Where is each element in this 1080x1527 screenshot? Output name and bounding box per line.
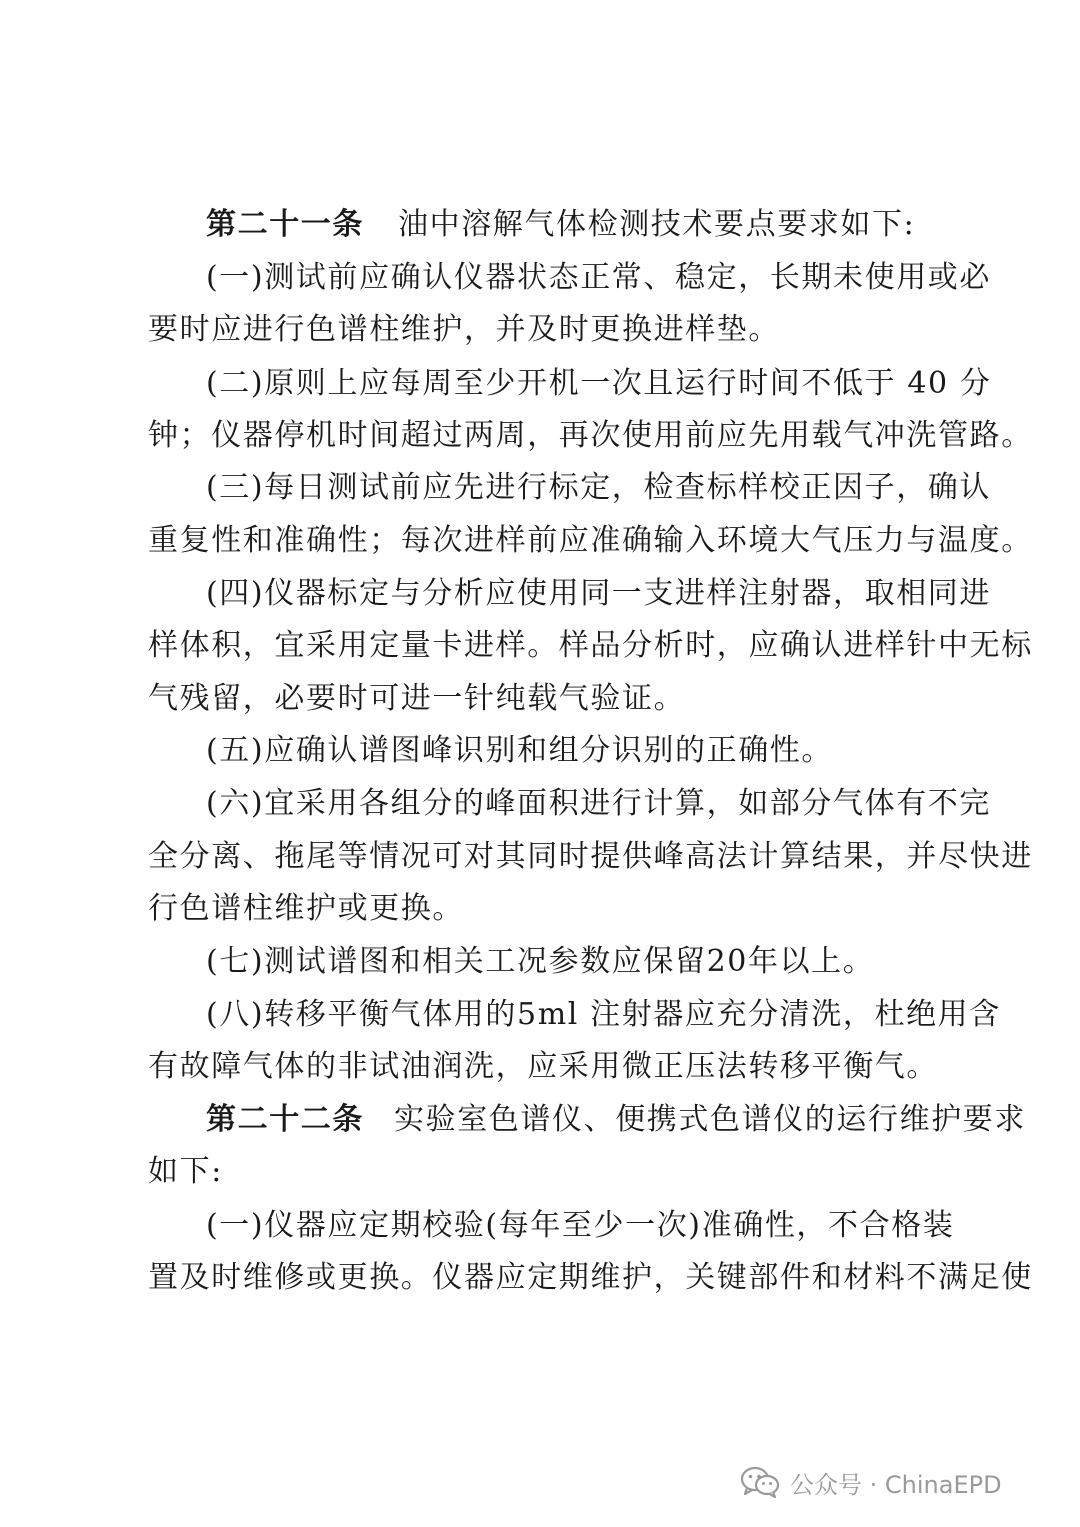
- paragraph-line: 钟；仪器停机时间超过两周，再次使用前应先用载气冲洗管路。: [148, 418, 1033, 453]
- paragraph-line: 重复性和准确性；每次进样前应准确输入环境大气压力与温度。: [148, 523, 1033, 558]
- paragraph-line: 全分离、拖尾等情况可对其同时提供峰高法计算结果，并尽快进: [148, 839, 1033, 874]
- paragraph-line: (七)测试谱图和相关工况参数应保留20年以上。: [206, 944, 875, 979]
- article-21-heading-line: [206, 205, 1006, 245]
- paragraph-line: (五)应确认谱图峰识别和组分识别的正确性。: [206, 733, 834, 768]
- article-21-number: 第二十一条: [206, 207, 364, 242]
- paragraph-line: (二)原则上应每周至少开机一次且运行时间不低于 40 分: [206, 366, 992, 401]
- paragraph-line: (三)每日测试前应先进行标定，检查标样校正因子，确认: [206, 470, 992, 505]
- paragraph-line: 行色谱柱维护或更换。: [148, 891, 464, 926]
- paragraph-line: 置及时维修或更换。仪器应定期维护，关键部件和材料不满足使: [148, 1260, 1033, 1295]
- paragraph-line: 如下:: [148, 1154, 223, 1189]
- paragraph-line: 要时应进行色谱柱维护，并及时更换进样垫。: [148, 312, 780, 347]
- paragraph-line: (一)仪器应定期校验(每年至少一次)准确性，不合格装: [206, 1208, 955, 1243]
- paragraph-line: 气残留，必要时可进一针纯载气验证。: [148, 681, 686, 716]
- paragraph-line: (四)仪器标定与分析应使用同一支进样注射器，取相同进: [206, 576, 992, 611]
- article-21-title: 油中溶解气体检测技术要点要求如下:: [398, 207, 916, 242]
- watermark: [740, 1462, 1002, 1502]
- article-22-number: 第二十二条: [206, 1102, 364, 1137]
- wechat-icon: [740, 1465, 780, 1499]
- paragraph-line: 有故障气体的非试油润洗，应采用微正压法转移平衡气。: [148, 1049, 938, 1084]
- paragraph-line: (八)转移平衡气体用的5ml 注射器应充分清洗，杜绝用含: [206, 997, 1001, 1032]
- paragraph-line: 样体积，宜采用定量卡进样。样品分析时，应确认进样针中无标: [148, 628, 1033, 663]
- article-22-heading-line: [206, 1100, 1026, 1140]
- article-22-title: 实验室色谱仪、便携式色谱仪的运行维护要求: [394, 1102, 1026, 1137]
- paragraph-line: (一)测试前应确认仪器状态正常、稳定，长期未使用或必: [206, 260, 992, 295]
- paragraph-line: (六)宜采用各组分的峰面积进行计算，如部分气体有不完: [206, 786, 992, 821]
- watermark-text: 公众号 · ChinaEPD: [790, 1470, 1002, 1499]
